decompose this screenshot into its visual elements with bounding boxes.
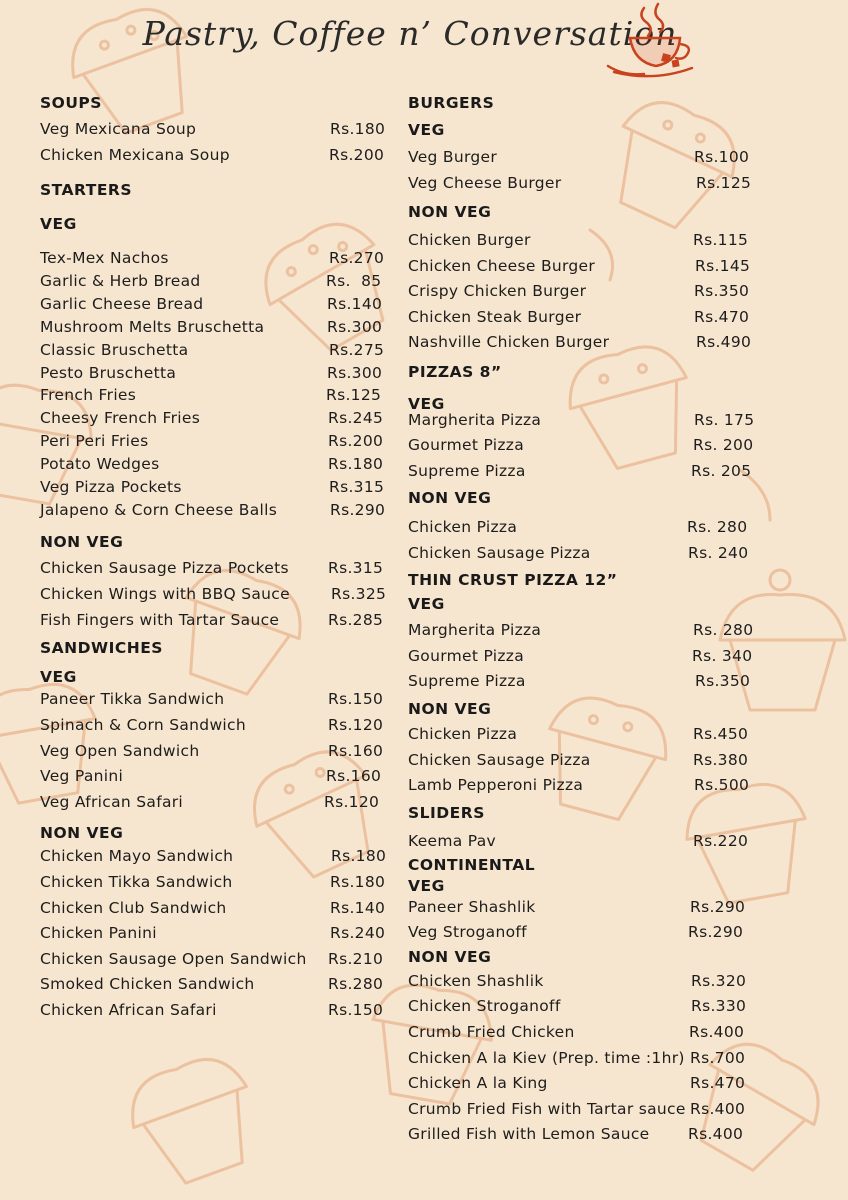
item-name: Peri Peri Fries — [40, 432, 149, 450]
item-name: Smoked Chicken Sandwich — [40, 975, 255, 993]
continental-nonveg-label: NON VEG — [408, 948, 492, 966]
item-name: Mushroom Melts Bruschetta — [40, 318, 265, 336]
sandwiches-veg-label: VEG — [40, 668, 77, 686]
item-price: Rs.400 — [689, 1023, 745, 1041]
item-name: Potato Wedges — [40, 455, 160, 473]
item-price: Rs.180 — [330, 120, 386, 138]
sandwiches-heading: SANDWICHES — [40, 639, 163, 657]
item-name: Chicken African Safari — [40, 1001, 217, 1019]
item-name: Chicken Pizza — [408, 518, 518, 536]
pizzas8-heading: PIZZAS 8” — [408, 363, 502, 381]
item-name: Veg Cheese Burger — [408, 174, 562, 192]
item-price: Rs.350 — [695, 672, 751, 690]
item-price: Rs.100 — [694, 148, 750, 166]
item-price: Rs.115 — [693, 231, 749, 249]
item-price: Rs.400 — [690, 1100, 746, 1118]
item-price: Rs. 280 — [687, 518, 748, 536]
item-price: Rs.290 — [690, 898, 746, 916]
item-name: Margherita Pizza — [408, 411, 542, 429]
item-name: Crispy Chicken Burger — [408, 282, 587, 300]
item-price: Rs.220 — [693, 832, 749, 850]
item-price: Rs.280 — [328, 975, 384, 993]
item-name: Veg Stroganoff — [408, 923, 527, 941]
item-price: Rs.300 — [327, 318, 383, 336]
item-name: Chicken Stroganoff — [408, 997, 561, 1015]
item-price: Rs.450 — [693, 725, 749, 743]
item-name: Crumb Fried Fish with Tartar sauce — [408, 1100, 686, 1118]
sandwiches-nonveg-label: NON VEG — [40, 824, 124, 842]
item-name: Gourmet Pizza — [408, 647, 525, 665]
thincrust-veg-label: VEG — [408, 595, 445, 613]
item-name: Chicken Sausage Pizza Pockets — [40, 559, 289, 577]
item-name: Chicken Mexicana Soup — [40, 146, 230, 164]
cupcake-icon — [239, 738, 395, 890]
menu-header — [0, 14, 848, 53]
item-price: Rs.180 — [330, 873, 386, 891]
item-name: Pesto Bruschetta — [40, 364, 177, 382]
item-name: Chicken Club Sandwich — [40, 899, 227, 917]
item-name: Veg African Safari — [40, 793, 184, 811]
item-name: Grilled Fish with Lemon Sauce — [408, 1125, 650, 1143]
burgers-nonveg-label: NON VEG — [408, 203, 492, 221]
item-name: Chicken Cheese Burger — [408, 257, 596, 275]
menu-title: Pastry, Coffee n’ Conversation — [142, 14, 678, 53]
item-name: Paneer Shashlik — [408, 898, 536, 916]
item-price: Rs.290 — [330, 501, 386, 519]
starters-heading: STARTERS — [40, 181, 133, 199]
item-name: Supreme Pizza — [408, 462, 526, 480]
item-name: Chicken Wings with BBQ Sauce — [40, 585, 290, 603]
item-name: Chicken A la King — [408, 1074, 548, 1092]
item-price: Rs.700 — [690, 1049, 746, 1067]
item-price: Rs.200 — [329, 146, 385, 164]
item-price: Rs.145 — [695, 257, 751, 275]
item-price: Rs.490 — [696, 333, 752, 351]
item-price: Rs.325 — [331, 585, 387, 603]
item-name: Veg Open Sandwich — [40, 742, 200, 760]
soups-heading: SOUPS — [40, 94, 102, 112]
item-name: Chicken Burger — [408, 231, 531, 249]
item-price: Rs.140 — [327, 295, 383, 313]
item-price: Rs.400 — [688, 1125, 744, 1143]
item-name: Chicken Panini — [40, 924, 157, 942]
item-price: Rs.180 — [328, 455, 384, 473]
pizzas8-nonveg-label: NON VEG — [408, 489, 492, 507]
item-price: Rs.125 — [696, 174, 752, 192]
item-price: Rs. 280 — [693, 621, 754, 639]
item-price: Rs.180 — [331, 847, 387, 865]
item-name: Crumb Fried Chicken — [408, 1023, 575, 1041]
item-price: Rs.290 — [688, 923, 744, 941]
item-name: Margherita Pizza — [408, 621, 542, 639]
item-price: Rs. 175 — [694, 411, 755, 429]
item-price: Rs.120 — [324, 793, 380, 811]
item-name: Classic Bruschetta — [40, 341, 189, 359]
coffee-cup-icon — [604, 0, 696, 80]
item-name: Veg Burger — [408, 148, 498, 166]
item-name: Veg Panini — [40, 767, 124, 785]
item-price: Rs.470 — [694, 308, 750, 326]
item-name: French Fries — [40, 386, 137, 404]
item-name: Chicken Shashlik — [408, 972, 544, 990]
item-name: Garlic & Herb Bread — [40, 272, 201, 290]
starters-veg-label: VEG — [40, 215, 77, 233]
item-price: Rs.210 — [328, 950, 384, 968]
item-name: Chicken Pizza — [408, 725, 518, 743]
item-name: Supreme Pizza — [408, 672, 526, 690]
item-name: Nashville Chicken Burger — [408, 333, 610, 351]
item-price: Rs.315 — [328, 559, 384, 577]
sliders-heading: SLIDERS — [408, 804, 485, 822]
item-price: Rs.150 — [328, 690, 384, 708]
burgers-heading: BURGERS — [408, 94, 495, 112]
item-price: Rs.270 — [329, 249, 385, 267]
item-price: Rs.150 — [328, 1001, 384, 1019]
item-price: Rs.160 — [326, 767, 382, 785]
item-price: Rs.285 — [328, 611, 384, 629]
item-price: Rs. 240 — [688, 544, 749, 562]
item-price: Rs.140 — [330, 899, 386, 917]
item-price: Rs. 340 — [692, 647, 753, 665]
item-name: Chicken Steak Burger — [408, 308, 582, 326]
item-name: Chicken Mayo Sandwich — [40, 847, 234, 865]
item-name: Chicken A la Kiev (Prep. time :1hr) — [408, 1049, 685, 1067]
item-name: Gourmet Pizza — [408, 436, 525, 454]
item-name: Tex-Mex Nachos — [40, 249, 169, 267]
item-price: Rs.160 — [328, 742, 384, 760]
item-price: Rs.245 — [328, 409, 384, 427]
item-name: Cheesy French Fries — [40, 409, 201, 427]
item-price: Rs.240 — [330, 924, 386, 942]
item-price: Rs.320 — [691, 972, 747, 990]
item-price: Rs.125 — [326, 386, 382, 404]
starters-nonveg-label: NON VEG — [40, 533, 124, 551]
item-price: Rs.315 — [329, 478, 385, 496]
cupcake-icon — [119, 1047, 270, 1193]
cupcake-icon — [560, 337, 705, 476]
item-name: Garlic Cheese Bread — [40, 295, 204, 313]
burgers-veg-label: VEG — [408, 121, 445, 139]
item-name: Chicken Tikka Sandwich — [40, 873, 233, 891]
item-price: Rs. 205 — [691, 462, 752, 480]
item-name: Veg Pizza Pockets — [40, 478, 182, 496]
item-name: Chicken Sausage Open Sandwich — [40, 950, 307, 968]
item-name: Lamb Pepperoni Pizza — [408, 776, 584, 794]
pizzas8-veg-label: VEG — [408, 395, 445, 413]
item-name: Veg Mexicana Soup — [40, 120, 197, 138]
item-price: Rs. 200 — [693, 436, 754, 454]
item-price: Rs.330 — [691, 997, 747, 1015]
item-price: Rs.300 — [327, 364, 383, 382]
item-price: Rs.350 — [694, 282, 750, 300]
item-price: Rs.500 — [694, 776, 750, 794]
item-name: Chicken Sausage Pizza — [408, 751, 591, 769]
item-name: Keema Pav — [408, 832, 497, 850]
item-name: Chicken Sausage Pizza — [408, 544, 591, 562]
item-price: Rs.380 — [693, 751, 749, 769]
item-price: Rs. 85 — [326, 272, 382, 290]
thincrust-heading: THIN CRUST PIZZA 12” — [408, 571, 618, 589]
item-price: Rs.200 — [328, 432, 384, 450]
item-name: Jalapeno & Corn Cheese Balls — [40, 501, 278, 519]
item-name: Fish Fingers with Tartar Sauce — [40, 611, 280, 629]
item-name: Spinach & Corn Sandwich — [40, 716, 246, 734]
item-name: Paneer Tikka Sandwich — [40, 690, 225, 708]
item-price: Rs.470 — [690, 1074, 746, 1092]
item-price: Rs.120 — [328, 716, 384, 734]
continental-veg-label: VEG — [408, 877, 445, 895]
cupcake-icon — [162, 558, 313, 704]
item-price: Rs.275 — [329, 341, 385, 359]
thincrust-nonveg-label: NON VEG — [408, 700, 492, 718]
continental-heading: CONTINENTAL — [408, 856, 536, 874]
